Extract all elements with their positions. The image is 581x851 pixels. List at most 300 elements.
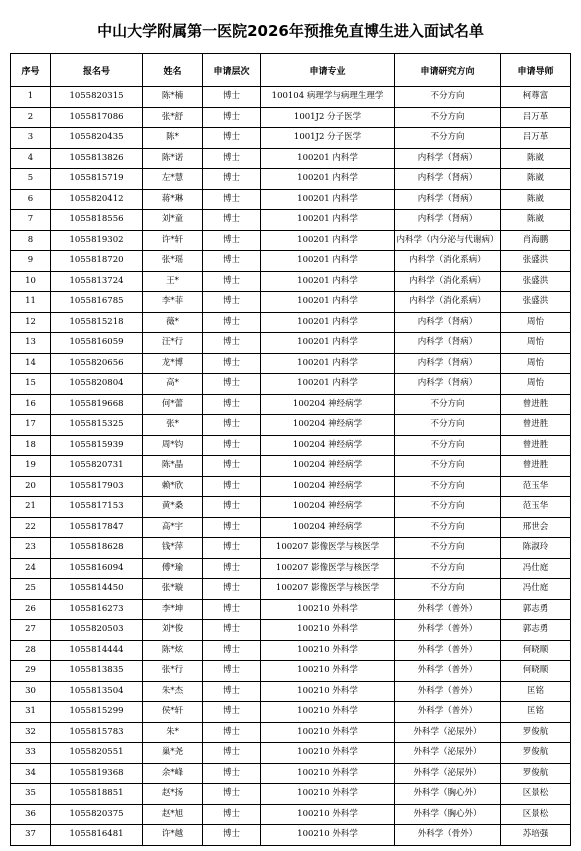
cell-level: 博士 (203, 374, 261, 395)
cell-supervisor: 柯尊富 (501, 87, 571, 108)
table-row (11, 353, 571, 374)
cell-supervisor: 张盛洪 (501, 271, 571, 292)
cell-registration-number: 1055815218 (51, 312, 143, 333)
header-major: 申请专业 (261, 54, 395, 87)
cell-name: 赵*旭 (143, 804, 203, 825)
cell-major: 100204 神经病学 (261, 456, 395, 477)
table-row (11, 292, 571, 313)
table-header-row (11, 54, 571, 87)
cell-major: 100207 影像医学与核医学 (261, 579, 395, 600)
cell-level: 博士 (203, 599, 261, 620)
cell-level: 博士 (203, 784, 261, 805)
cell-registration-number: 1055815939 (51, 435, 143, 456)
cell-supervisor: 曾进胜 (501, 435, 571, 456)
cell-name: 薇* (143, 312, 203, 333)
cell-research-direction: 不分方向 (395, 456, 501, 477)
cell-level: 博士 (203, 333, 261, 354)
table-row (11, 435, 571, 456)
cell-supervisor: 周怡 (501, 353, 571, 374)
cell-research-direction: 外科学（泌尿外） (395, 722, 501, 743)
cell-supervisor: 周怡 (501, 312, 571, 333)
cell-research-direction: 内科学（消化系病） (395, 271, 501, 292)
cell-registration-number: 1055814450 (51, 579, 143, 600)
cell-registration-number: 1055813504 (51, 681, 143, 702)
cell-level: 博士 (203, 353, 261, 374)
table-row (11, 251, 571, 272)
cell-level: 博士 (203, 210, 261, 231)
cell-level: 博士 (203, 743, 261, 764)
cell-major: 100207 影像医学与核医学 (261, 558, 395, 579)
cell-registration-number: 1055815783 (51, 722, 143, 743)
cell-level: 博士 (203, 763, 261, 784)
cell-major: 100201 内科学 (261, 374, 395, 395)
table-row (11, 415, 571, 436)
cell-supervisor: 苏培强 (501, 825, 571, 846)
table-row (11, 476, 571, 497)
cell-major: 100204 神经病学 (261, 497, 395, 518)
cell-registration-number: 1055818851 (51, 784, 143, 805)
cell-major: 100204 神经病学 (261, 517, 395, 538)
cell-research-direction: 不分方向 (395, 558, 501, 579)
cell-major: 1001J2 分子医学 (261, 128, 395, 149)
cell-index: 27 (11, 620, 51, 641)
table-row (11, 743, 571, 764)
cell-registration-number: 1055820375 (51, 804, 143, 825)
cell-level: 博士 (203, 681, 261, 702)
table-row (11, 702, 571, 723)
cell-supervisor: 周怡 (501, 333, 571, 354)
cell-registration-number: 1055815719 (51, 169, 143, 190)
cell-level: 博士 (203, 661, 261, 682)
cell-index: 19 (11, 456, 51, 477)
cell-registration-number: 1055818720 (51, 251, 143, 272)
cell-research-direction: 外科学（胸心外） (395, 784, 501, 805)
cell-major: 100207 影像医学与核医学 (261, 538, 395, 559)
cell-level: 博士 (203, 230, 261, 251)
header-index: 序号 (11, 54, 51, 87)
table-row (11, 538, 571, 559)
cell-research-direction: 内科学（消化系病） (395, 292, 501, 313)
cell-level: 博士 (203, 702, 261, 723)
cell-registration-number: 1055816785 (51, 292, 143, 313)
cell-registration-number: 1055820804 (51, 374, 143, 395)
cell-index: 13 (11, 333, 51, 354)
cell-index: 7 (11, 210, 51, 231)
cell-index: 20 (11, 476, 51, 497)
table-row (11, 456, 571, 477)
cell-registration-number: 1055814444 (51, 640, 143, 661)
cell-name: 黄*桑 (143, 497, 203, 518)
cell-major: 100201 内科学 (261, 292, 395, 313)
cell-index: 34 (11, 763, 51, 784)
cell-name: 张*舒 (143, 107, 203, 128)
cell-research-direction: 外科学（普外） (395, 640, 501, 661)
cell-name: 刘*俊 (143, 620, 203, 641)
cell-registration-number: 1055818556 (51, 210, 143, 231)
cell-name: 刘*童 (143, 210, 203, 231)
cell-major: 100204 神经病学 (261, 415, 395, 436)
header-registration-number: 报名号 (51, 54, 143, 87)
cell-research-direction: 内科学（肾病） (395, 353, 501, 374)
cell-name: 周*钧 (143, 435, 203, 456)
cell-name: 钱*萍 (143, 538, 203, 559)
cell-name: 李*坤 (143, 599, 203, 620)
cell-major: 100210 外科学 (261, 640, 395, 661)
cell-level: 博士 (203, 497, 261, 518)
cell-level: 博士 (203, 251, 261, 272)
cell-supervisor: 周怡 (501, 374, 571, 395)
cell-index: 33 (11, 743, 51, 764)
cell-major: 100210 外科学 (261, 620, 395, 641)
cell-name: 何*蕾 (143, 394, 203, 415)
cell-index: 23 (11, 538, 51, 559)
candidate-table (10, 53, 571, 846)
cell-name: 侯*轩 (143, 702, 203, 723)
cell-major: 100201 内科学 (261, 230, 395, 251)
cell-supervisor: 何晓顺 (501, 640, 571, 661)
cell-index: 10 (11, 271, 51, 292)
cell-supervisor: 曾进胜 (501, 415, 571, 436)
cell-research-direction: 内科学（肾病） (395, 169, 501, 190)
cell-supervisor: 冯仕庭 (501, 579, 571, 600)
cell-major: 100201 内科学 (261, 169, 395, 190)
cell-supervisor: 张盛洪 (501, 251, 571, 272)
cell-research-direction: 内科学（肾病） (395, 148, 501, 169)
cell-major: 100210 外科学 (261, 722, 395, 743)
table-row (11, 374, 571, 395)
cell-registration-number: 1055813826 (51, 148, 143, 169)
table-body (11, 87, 571, 846)
cell-major: 100204 神经病学 (261, 394, 395, 415)
cell-level: 博士 (203, 415, 261, 436)
cell-research-direction: 不分方向 (395, 476, 501, 497)
cell-name: 张*璇 (143, 579, 203, 600)
cell-registration-number: 1055820435 (51, 128, 143, 149)
cell-level: 博士 (203, 620, 261, 641)
cell-research-direction: 内科学（肾病） (395, 210, 501, 231)
cell-level: 博士 (203, 189, 261, 210)
cell-supervisor: 陈淑玲 (501, 538, 571, 559)
cell-name: 陈*炫 (143, 640, 203, 661)
table-row (11, 681, 571, 702)
cell-registration-number: 1055817847 (51, 517, 143, 538)
table-row (11, 394, 571, 415)
cell-research-direction: 内科学（消化系病） (395, 251, 501, 272)
cell-registration-number: 1055819368 (51, 763, 143, 784)
cell-research-direction: 不分方向 (395, 497, 501, 518)
cell-name: 高*宇 (143, 517, 203, 538)
cell-name: 李*菲 (143, 292, 203, 313)
cell-registration-number: 1055817086 (51, 107, 143, 128)
cell-major: 100104 病理学与病理生理学 (261, 87, 395, 108)
cell-supervisor: 邢世会 (501, 517, 571, 538)
cell-research-direction: 不分方向 (395, 394, 501, 415)
cell-research-direction: 内科学（肾病） (395, 374, 501, 395)
cell-level: 博士 (203, 107, 261, 128)
cell-registration-number: 1055817153 (51, 497, 143, 518)
cell-level: 博士 (203, 722, 261, 743)
header-supervisor: 申请导师 (501, 54, 571, 87)
cell-level: 博士 (203, 476, 261, 497)
cell-registration-number: 1055813835 (51, 661, 143, 682)
cell-registration-number: 1055819668 (51, 394, 143, 415)
cell-supervisor: 肖海鹏 (501, 230, 571, 251)
cell-supervisor: 曾进胜 (501, 456, 571, 477)
cell-registration-number: 1055816273 (51, 599, 143, 620)
cell-name: 高* (143, 374, 203, 395)
cell-level: 博士 (203, 292, 261, 313)
cell-level: 博士 (203, 825, 261, 846)
cell-supervisor: 郭志勇 (501, 620, 571, 641)
cell-level: 博士 (203, 640, 261, 661)
cell-registration-number: 1055820412 (51, 189, 143, 210)
cell-index: 17 (11, 415, 51, 436)
cell-major: 100201 内科学 (261, 353, 395, 374)
table-row (11, 763, 571, 784)
cell-major: 100210 外科学 (261, 681, 395, 702)
cell-supervisor: 郭志勇 (501, 599, 571, 620)
cell-index: 5 (11, 169, 51, 190)
cell-major: 100201 内科学 (261, 189, 395, 210)
cell-level: 博士 (203, 517, 261, 538)
cell-major: 100210 外科学 (261, 599, 395, 620)
cell-index: 21 (11, 497, 51, 518)
cell-registration-number: 1055820315 (51, 87, 143, 108)
table-row (11, 804, 571, 825)
cell-supervisor: 匡铭 (501, 702, 571, 723)
table-row (11, 333, 571, 354)
table-row (11, 497, 571, 518)
cell-name: 张* (143, 415, 203, 436)
cell-level: 博士 (203, 435, 261, 456)
cell-research-direction: 外科学（泌尿外） (395, 743, 501, 764)
cell-supervisor: 范玉华 (501, 476, 571, 497)
table-row (11, 169, 571, 190)
table-row (11, 107, 571, 128)
cell-supervisor: 何晓顺 (501, 661, 571, 682)
cell-registration-number: 1055820656 (51, 353, 143, 374)
cell-supervisor: 罗俊航 (501, 743, 571, 764)
cell-index: 6 (11, 189, 51, 210)
cell-supervisor: 匡铭 (501, 681, 571, 702)
cell-name: 陈*晶 (143, 456, 203, 477)
cell-registration-number: 1055813724 (51, 271, 143, 292)
cell-major: 100201 内科学 (261, 148, 395, 169)
cell-research-direction: 外科学（泌尿外） (395, 763, 501, 784)
cell-level: 博士 (203, 312, 261, 333)
cell-supervisor: 罗俊航 (501, 763, 571, 784)
cell-index: 36 (11, 804, 51, 825)
cell-index: 3 (11, 128, 51, 149)
cell-name: 张*瑶 (143, 251, 203, 272)
cell-research-direction: 外科学（普外） (395, 661, 501, 682)
cell-major: 100201 内科学 (261, 210, 395, 231)
cell-supervisor: 曾进胜 (501, 394, 571, 415)
cell-index: 30 (11, 681, 51, 702)
cell-name: 陈*楠 (143, 87, 203, 108)
cell-registration-number: 1055819302 (51, 230, 143, 251)
cell-name: 汪*行 (143, 333, 203, 354)
table-row (11, 599, 571, 620)
table-row (11, 517, 571, 538)
cell-major: 100210 外科学 (261, 763, 395, 784)
cell-registration-number: 1055816059 (51, 333, 143, 354)
cell-name: 蒋*琳 (143, 189, 203, 210)
cell-research-direction: 外科学（骨外） (395, 825, 501, 846)
cell-index: 4 (11, 148, 51, 169)
cell-index: 26 (11, 599, 51, 620)
cell-research-direction: 内科学（肾病） (395, 333, 501, 354)
cell-name: 陈* (143, 128, 203, 149)
table-row (11, 230, 571, 251)
cell-research-direction: 内科学（肾病） (395, 312, 501, 333)
cell-index: 15 (11, 374, 51, 395)
cell-major: 100210 外科学 (261, 784, 395, 805)
cell-research-direction: 不分方向 (395, 517, 501, 538)
cell-index: 11 (11, 292, 51, 313)
cell-index: 2 (11, 107, 51, 128)
cell-research-direction: 外科学（普外） (395, 620, 501, 641)
table-row (11, 661, 571, 682)
cell-name: 许*越 (143, 825, 203, 846)
cell-index: 1 (11, 87, 51, 108)
cell-index: 9 (11, 251, 51, 272)
page-title: 中山大学附属第一医院2026年预推免直博生进入面试名单 (97, 22, 484, 40)
table-row (11, 148, 571, 169)
cell-research-direction: 不分方向 (395, 435, 501, 456)
header-level: 申请层次 (203, 54, 261, 87)
cell-level: 博士 (203, 394, 261, 415)
cell-major: 100201 内科学 (261, 333, 395, 354)
cell-name: 王* (143, 271, 203, 292)
cell-registration-number: 1055820731 (51, 456, 143, 477)
cell-research-direction: 外科学（普外） (395, 702, 501, 723)
cell-level: 博士 (203, 804, 261, 825)
cell-level: 博士 (203, 148, 261, 169)
cell-research-direction: 不分方向 (395, 107, 501, 128)
cell-major: 1001J2 分子医学 (261, 107, 395, 128)
cell-research-direction: 外科学（胸心外） (395, 804, 501, 825)
cell-level: 博士 (203, 579, 261, 600)
cell-index: 37 (11, 825, 51, 846)
table-row (11, 722, 571, 743)
cell-index: 31 (11, 702, 51, 723)
cell-research-direction: 内科学（内分泌与代谢病） (395, 230, 501, 251)
cell-index: 18 (11, 435, 51, 456)
cell-research-direction: 内科学（肾病） (395, 189, 501, 210)
cell-index: 25 (11, 579, 51, 600)
cell-name: 张*行 (143, 661, 203, 682)
cell-supervisor: 陈崴 (501, 169, 571, 190)
header-research-direction: 申请研究方向 (395, 54, 501, 87)
cell-major: 100201 内科学 (261, 312, 395, 333)
cell-registration-number: 1055815299 (51, 702, 143, 723)
cell-supervisor: 吕万革 (501, 107, 571, 128)
cell-registration-number: 1055820503 (51, 620, 143, 641)
cell-supervisor: 范玉华 (501, 497, 571, 518)
cell-name: 陈*诺 (143, 148, 203, 169)
cell-supervisor: 陈崴 (501, 148, 571, 169)
table-row (11, 620, 571, 641)
table-row (11, 312, 571, 333)
cell-major: 100204 神经病学 (261, 476, 395, 497)
cell-level: 博士 (203, 558, 261, 579)
cell-major: 100201 内科学 (261, 271, 395, 292)
cell-registration-number: 1055815325 (51, 415, 143, 436)
cell-index: 8 (11, 230, 51, 251)
cell-index: 29 (11, 661, 51, 682)
cell-research-direction: 不分方向 (395, 415, 501, 436)
cell-index: 22 (11, 517, 51, 538)
cell-registration-number: 1055818628 (51, 538, 143, 559)
table-row (11, 640, 571, 661)
cell-major: 100210 外科学 (261, 825, 395, 846)
cell-name: 赵*扬 (143, 784, 203, 805)
cell-name: 许*轩 (143, 230, 203, 251)
cell-research-direction: 外科学（普外） (395, 599, 501, 620)
cell-name: 巢*尧 (143, 743, 203, 764)
cell-supervisor: 区景松 (501, 784, 571, 805)
cell-index: 14 (11, 353, 51, 374)
cell-index: 35 (11, 784, 51, 805)
cell-index: 12 (11, 312, 51, 333)
cell-level: 博士 (203, 271, 261, 292)
cell-index: 32 (11, 722, 51, 743)
cell-major: 100201 内科学 (261, 251, 395, 272)
table-row (11, 579, 571, 600)
cell-name: 余*峰 (143, 763, 203, 784)
cell-supervisor: 陈崴 (501, 189, 571, 210)
cell-level: 博士 (203, 538, 261, 559)
cell-supervisor: 冯仕庭 (501, 558, 571, 579)
cell-registration-number: 1055816094 (51, 558, 143, 579)
cell-supervisor: 陈崴 (501, 210, 571, 231)
cell-supervisor: 罗俊航 (501, 722, 571, 743)
table-row (11, 210, 571, 231)
cell-index: 24 (11, 558, 51, 579)
table-row (11, 87, 571, 108)
cell-name: 左*慧 (143, 169, 203, 190)
cell-name: 朱*杰 (143, 681, 203, 702)
cell-index: 16 (11, 394, 51, 415)
cell-level: 博士 (203, 87, 261, 108)
cell-name: 赖*欣 (143, 476, 203, 497)
table-row (11, 825, 571, 846)
cell-level: 博士 (203, 128, 261, 149)
table-row (11, 128, 571, 149)
cell-supervisor: 吕万革 (501, 128, 571, 149)
cell-research-direction: 不分方向 (395, 538, 501, 559)
cell-name: 龙*博 (143, 353, 203, 374)
cell-registration-number: 1055820551 (51, 743, 143, 764)
table-row (11, 189, 571, 210)
table-row (11, 271, 571, 292)
cell-name: 傅*瑜 (143, 558, 203, 579)
cell-registration-number: 1055816481 (51, 825, 143, 846)
table-row (11, 558, 571, 579)
cell-research-direction: 不分方向 (395, 128, 501, 149)
cell-level: 博士 (203, 456, 261, 477)
cell-research-direction: 不分方向 (395, 87, 501, 108)
cell-level: 博士 (203, 169, 261, 190)
cell-major: 100210 外科学 (261, 743, 395, 764)
cell-name: 朱* (143, 722, 203, 743)
cell-supervisor: 区景松 (501, 804, 571, 825)
cell-major: 100210 外科学 (261, 702, 395, 723)
cell-research-direction: 不分方向 (395, 579, 501, 600)
cell-research-direction: 外科学（普外） (395, 681, 501, 702)
cell-index: 28 (11, 640, 51, 661)
